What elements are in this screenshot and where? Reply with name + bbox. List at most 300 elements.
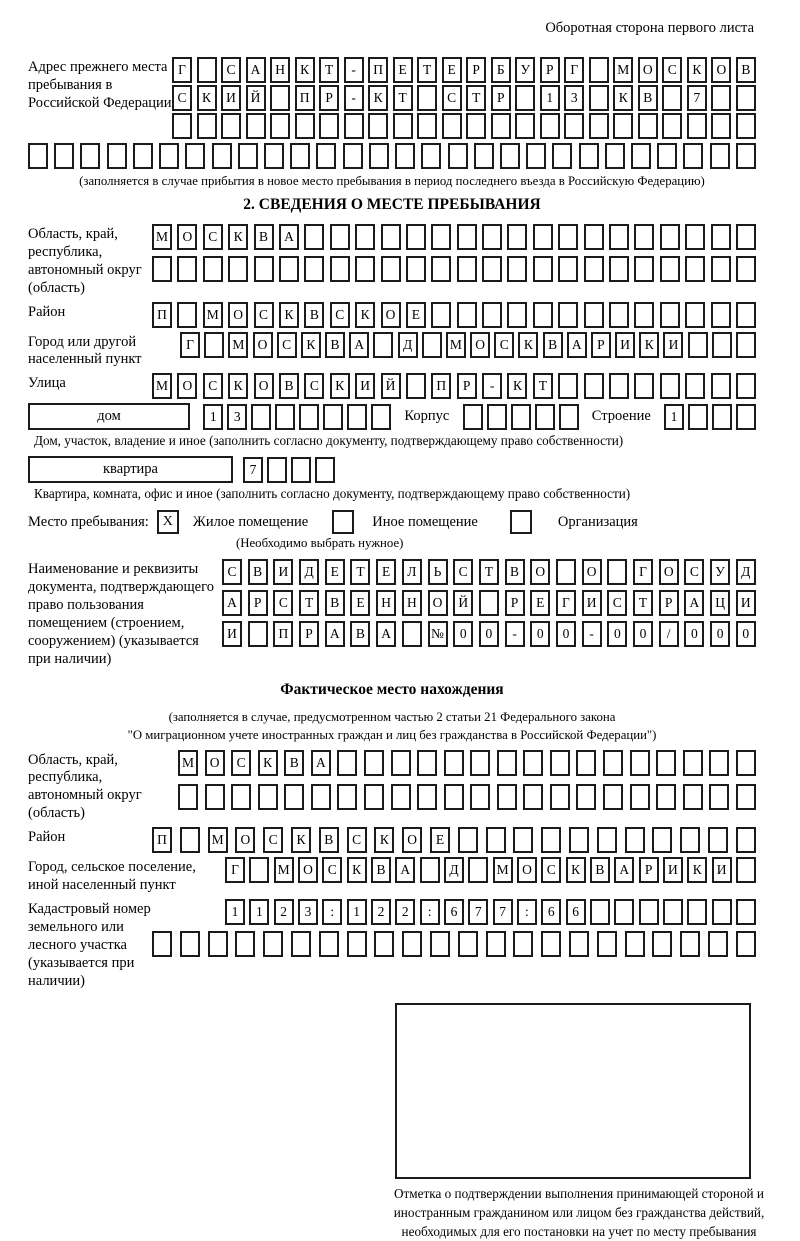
char-cell: К <box>518 332 538 358</box>
char-cell <box>479 590 499 616</box>
char-cell <box>482 224 502 250</box>
char-cell <box>511 404 531 430</box>
char-cell: В <box>350 621 370 647</box>
char-cell: Й <box>381 373 401 399</box>
char-cell: В <box>505 559 525 585</box>
char-cell <box>152 256 172 282</box>
char-cell <box>487 404 507 430</box>
char-cell <box>231 784 251 810</box>
cadastral-label: Кадастровый номер земельного или лесного участка (указывается при наличии) <box>28 901 151 990</box>
char-cell: 1 <box>664 404 684 430</box>
char-cell <box>275 404 295 430</box>
char-cell <box>688 404 708 430</box>
char-cell: К <box>374 827 394 853</box>
char-cell <box>513 931 533 957</box>
char-cell: П <box>368 57 388 83</box>
cadastral-char-row-1 <box>225 899 756 925</box>
char-cell <box>711 256 731 282</box>
char-cell <box>482 302 502 328</box>
residence-type-note: (Необходимо выбрать нужное) <box>236 536 404 551</box>
char-cell <box>711 113 731 139</box>
char-cell <box>630 750 650 776</box>
char-cell: Е <box>406 302 426 328</box>
page-header-note: Оборотная сторона первого листа <box>545 20 754 36</box>
char-cell <box>709 750 729 776</box>
char-cell: С <box>347 827 367 853</box>
char-cell <box>564 113 584 139</box>
char-cell: О <box>530 559 550 585</box>
char-cell: А <box>684 590 704 616</box>
char-cell <box>254 256 274 282</box>
char-cell <box>304 256 324 282</box>
char-cell <box>708 931 728 957</box>
char-cell: О <box>298 857 318 883</box>
char-cell: М <box>203 302 223 328</box>
char-cell <box>402 931 422 957</box>
char-cell: И <box>663 857 683 883</box>
char-cell: О <box>177 373 197 399</box>
char-cell <box>258 784 278 810</box>
char-cell <box>497 750 517 776</box>
char-cell: 3 <box>298 899 318 925</box>
city-label: Город или другой населенный пункт <box>28 333 142 368</box>
char-cell: 0 <box>607 621 627 647</box>
char-cell: 0 <box>556 621 576 647</box>
char-cell: Т <box>633 590 653 616</box>
char-cell: О <box>254 373 274 399</box>
char-cell: 0 <box>530 621 550 647</box>
char-cell: А <box>614 857 634 883</box>
char-cell: В <box>248 559 268 585</box>
char-cell <box>584 373 604 399</box>
char-cell: Л <box>402 559 422 585</box>
char-cell <box>197 113 217 139</box>
char-cell <box>290 143 310 169</box>
char-cell <box>402 621 422 647</box>
char-cell <box>662 113 682 139</box>
char-cell <box>660 302 680 328</box>
char-cell <box>736 224 756 250</box>
char-cell <box>614 899 634 925</box>
char-cell <box>248 621 268 647</box>
section2-title: 2. СВЕДЕНИЯ О МЕСТЕ ПРЕБЫВАНИЯ <box>243 195 541 213</box>
char-cell <box>251 404 271 430</box>
char-cell <box>381 256 401 282</box>
char-cell <box>513 827 533 853</box>
char-cell: И <box>355 373 375 399</box>
char-cell <box>221 113 241 139</box>
confirmation-stamp-note: Отметка о подтверждении выполнения принимающей стороной и иностранным гражданином или лицом без гражданства действий, необходимых для его постановки на учет по месту пребывания <box>393 1186 765 1239</box>
actual-city-char-row <box>225 857 756 883</box>
char-cell <box>442 113 462 139</box>
char-cell: У <box>515 57 535 83</box>
char-cell: О <box>428 590 448 616</box>
char-cell: 1 <box>347 899 367 925</box>
char-cell: К <box>295 57 315 83</box>
apartment-row <box>28 456 756 483</box>
char-cell: Т <box>533 373 553 399</box>
char-cell <box>656 784 676 810</box>
char-cell <box>711 224 731 250</box>
char-cell <box>712 332 732 358</box>
char-cell: / <box>659 621 679 647</box>
char-cell <box>652 827 672 853</box>
char-cell: В <box>304 302 324 328</box>
char-cell: Н <box>402 590 422 616</box>
char-cell: Т <box>417 57 437 83</box>
char-cell <box>708 827 728 853</box>
actual-city-label: Город, сельское поселение, иной населенный пункт <box>28 859 196 894</box>
char-cell <box>552 143 572 169</box>
char-cell: И <box>736 590 756 616</box>
char-cell: - <box>505 621 525 647</box>
char-cell <box>603 784 623 810</box>
char-cell <box>337 784 357 810</box>
char-cell <box>330 256 350 282</box>
char-cell <box>279 256 299 282</box>
stroenie-char-cells <box>664 404 756 430</box>
char-cell: Р <box>540 57 560 83</box>
char-cell <box>507 256 527 282</box>
char-cell: М <box>152 373 172 399</box>
char-cell <box>228 256 248 282</box>
char-cell <box>625 931 645 957</box>
char-cell <box>533 256 553 282</box>
char-cell: О <box>517 857 537 883</box>
char-cell <box>541 931 561 957</box>
prev-address-note: (заполняется в случае прибытия в новое место пребывания в период последнего въезда в Российскую Федерацию) <box>79 174 705 188</box>
char-cell: К <box>301 332 321 358</box>
char-cell <box>177 256 197 282</box>
char-cell <box>710 143 730 169</box>
stroenie-label: Строение <box>591 408 651 425</box>
char-cell <box>625 827 645 853</box>
char-cell <box>687 113 707 139</box>
char-cell <box>711 302 731 328</box>
char-cell <box>523 750 543 776</box>
char-cell <box>638 113 658 139</box>
char-cell <box>458 931 478 957</box>
char-cell <box>295 113 315 139</box>
char-cell <box>609 224 629 250</box>
char-cell: 0 <box>453 621 473 647</box>
char-cell: Г <box>172 57 192 83</box>
char-cell: К <box>566 857 586 883</box>
char-cell: Р <box>491 85 511 111</box>
char-cell: М <box>613 57 633 83</box>
char-cell: П <box>295 85 315 111</box>
char-cell <box>315 457 335 483</box>
char-cell: Е <box>350 590 370 616</box>
char-cell: 0 <box>633 621 653 647</box>
char-cell: Й <box>246 85 266 111</box>
char-cell <box>417 85 437 111</box>
char-cell <box>609 373 629 399</box>
prev-address-char-row-3 <box>172 113 756 139</box>
char-cell <box>712 899 732 925</box>
char-cell: М <box>274 857 294 883</box>
char-cell: О <box>228 302 248 328</box>
char-cell <box>270 113 290 139</box>
char-cell <box>185 143 205 169</box>
char-cell <box>683 750 703 776</box>
char-cell: 6 <box>444 899 464 925</box>
char-cell <box>736 85 756 111</box>
char-cell: В <box>736 57 756 83</box>
char-cell <box>736 784 756 810</box>
char-cell: Р <box>457 373 477 399</box>
char-cell <box>444 784 464 810</box>
char-cell: Е <box>442 57 462 83</box>
char-cell <box>609 256 629 282</box>
char-cell <box>687 899 707 925</box>
char-cell <box>657 143 677 169</box>
char-cell <box>579 143 599 169</box>
char-cell: С <box>172 85 192 111</box>
char-cell: М <box>208 827 228 853</box>
char-cell <box>497 784 517 810</box>
actual-location-note-1: (заполняется в случае, предусмотренном частью 2 статьи 21 Федерального закона <box>168 710 616 725</box>
char-cell: Г <box>225 857 245 883</box>
char-cell <box>368 113 388 139</box>
prev-address-label: Адрес прежнего места пребывания в Российской Федерации <box>28 59 172 111</box>
char-cell: - <box>344 57 364 83</box>
residence-type-label: Место пребывания: <box>28 513 149 530</box>
char-cell <box>395 143 415 169</box>
char-cell: Ь <box>428 559 448 585</box>
char-cell <box>613 113 633 139</box>
char-cell: К <box>279 302 299 328</box>
char-cell: Е <box>430 827 450 853</box>
char-cell <box>267 457 287 483</box>
char-cell <box>178 784 198 810</box>
street-char-row <box>152 373 756 399</box>
cadastral-field <box>28 899 756 991</box>
char-cell <box>736 857 756 883</box>
char-cell <box>523 784 543 810</box>
char-cell: В <box>371 857 391 883</box>
char-cell: В <box>325 590 345 616</box>
char-cell: О <box>205 750 225 776</box>
char-cell: Д <box>736 559 756 585</box>
char-cell: С <box>662 57 682 83</box>
region-char-row-1 <box>152 224 756 250</box>
char-cell: М <box>228 332 248 358</box>
char-cell <box>470 784 490 810</box>
char-cell: К <box>687 857 707 883</box>
char-cell <box>391 750 411 776</box>
char-cell <box>556 559 576 585</box>
char-cell <box>486 827 506 853</box>
char-cell: Е <box>376 559 396 585</box>
house-char-cells <box>203 404 391 430</box>
char-cell <box>685 302 705 328</box>
char-cell: Е <box>530 590 550 616</box>
char-cell <box>515 113 535 139</box>
char-cell: Е <box>393 57 413 83</box>
char-cell <box>550 784 570 810</box>
char-cell: К <box>368 85 388 111</box>
char-cell: 1 <box>249 899 269 925</box>
char-cell <box>663 899 683 925</box>
char-cell <box>634 302 654 328</box>
char-cell <box>355 256 375 282</box>
region-char-row-2 <box>152 256 756 282</box>
char-cell: Й <box>453 590 473 616</box>
char-cell: 2 <box>371 899 391 925</box>
char-cell <box>264 143 284 169</box>
char-cell: М <box>493 857 513 883</box>
confirmation-stamp-box <box>395 1003 751 1179</box>
char-cell: И <box>712 857 732 883</box>
residence-type-checkbox-zhiloe: X <box>157 510 179 534</box>
char-cell <box>355 224 375 250</box>
char-cell <box>323 404 343 430</box>
char-cell: В <box>638 85 658 111</box>
char-cell: 7 <box>243 457 263 483</box>
char-cell <box>631 143 651 169</box>
char-cell <box>159 143 179 169</box>
char-cell: В <box>543 332 563 358</box>
char-cell <box>634 256 654 282</box>
char-cell: С <box>203 373 223 399</box>
char-cell: В <box>254 224 274 250</box>
char-cell <box>736 113 756 139</box>
street-field <box>28 373 756 399</box>
right-document-label: Наименование и реквизиты документа, подтверждающего право пользования помещением (строением, сооружением) (указывается при наличии) <box>28 561 214 668</box>
char-cell <box>589 85 609 111</box>
char-cell <box>374 931 394 957</box>
char-cell: К <box>330 373 350 399</box>
char-cell <box>311 784 331 810</box>
char-cell: С <box>453 559 473 585</box>
char-cell <box>54 143 74 169</box>
char-cell: Г <box>633 559 653 585</box>
char-cell: П <box>152 302 172 328</box>
char-cell <box>680 827 700 853</box>
char-cell <box>474 143 494 169</box>
house-note: Дом, участок, владение и иное (заполнить согласно документу, подтверждающему право собственности) <box>34 433 624 449</box>
char-cell: И <box>273 559 293 585</box>
char-cell <box>482 256 502 282</box>
char-cell <box>406 373 426 399</box>
char-cell <box>448 143 468 169</box>
char-cell: Р <box>505 590 525 616</box>
residence-type-checkbox-org <box>510 510 532 534</box>
char-cell <box>470 750 490 776</box>
char-cell: 2 <box>395 899 415 925</box>
city-field <box>28 332 756 370</box>
char-cell <box>417 784 437 810</box>
char-cell: С <box>222 559 242 585</box>
char-cell: М <box>152 224 172 250</box>
char-cell: К <box>639 332 659 358</box>
char-cell <box>736 143 756 169</box>
char-cell: Н <box>270 57 290 83</box>
char-cell <box>736 899 756 925</box>
char-cell <box>685 373 705 399</box>
char-cell: П <box>152 827 172 853</box>
char-cell <box>417 113 437 139</box>
char-cell <box>431 256 451 282</box>
char-cell: Р <box>248 590 268 616</box>
char-cell <box>603 750 623 776</box>
char-cell: К <box>291 827 311 853</box>
char-cell <box>711 85 731 111</box>
char-cell <box>337 750 357 776</box>
char-cell <box>133 143 153 169</box>
char-cell: И <box>222 621 242 647</box>
char-cell <box>709 784 729 810</box>
char-cell: Б <box>491 57 511 83</box>
char-cell <box>421 143 441 169</box>
char-cell <box>711 373 731 399</box>
char-cell: Т <box>479 559 499 585</box>
actual-location-title: Фактическое место нахождения <box>280 681 504 699</box>
document-char-row-1 <box>222 559 756 585</box>
char-cell: : <box>517 899 537 925</box>
char-cell: 0 <box>710 621 730 647</box>
char-cell: И <box>663 332 683 358</box>
actual-region-field <box>28 750 756 824</box>
char-cell: С <box>442 85 462 111</box>
char-cell <box>597 827 617 853</box>
char-cell: 3 <box>564 85 584 111</box>
char-cell <box>660 373 680 399</box>
apartment-char-cells <box>243 457 335 483</box>
char-cell: К <box>687 57 707 83</box>
house-row <box>28 403 756 430</box>
char-cell <box>371 404 391 430</box>
right-document-field <box>28 559 756 669</box>
char-cell <box>457 302 477 328</box>
char-cell: К <box>228 373 248 399</box>
char-cell: Т <box>466 85 486 111</box>
char-cell: У <box>710 559 730 585</box>
char-cell: И <box>615 332 635 358</box>
char-cell: О <box>470 332 490 358</box>
prev-address-char-row-4 <box>28 143 756 169</box>
char-cell: В <box>284 750 304 776</box>
residence-type-row <box>28 510 756 534</box>
char-cell <box>736 373 756 399</box>
house-label-box: дом <box>28 403 190 430</box>
char-cell: Р <box>319 85 339 111</box>
district-char-row <box>152 302 756 328</box>
char-cell <box>343 143 363 169</box>
char-cell <box>569 931 589 957</box>
char-cell <box>249 857 269 883</box>
char-cell: А <box>246 57 266 83</box>
char-cell <box>558 302 578 328</box>
char-cell <box>463 404 483 430</box>
char-cell <box>541 827 561 853</box>
char-cell: О <box>235 827 255 853</box>
char-cell <box>712 404 732 430</box>
char-cell: О <box>711 57 731 83</box>
char-cell <box>584 224 604 250</box>
char-cell <box>609 302 629 328</box>
char-cell: Т <box>299 590 319 616</box>
char-cell: О <box>659 559 679 585</box>
district-field <box>28 302 756 328</box>
char-cell <box>736 332 756 358</box>
char-cell: 1 <box>540 85 560 111</box>
char-cell <box>381 224 401 250</box>
char-cell <box>291 931 311 957</box>
char-cell <box>238 143 258 169</box>
char-cell: К <box>228 224 248 250</box>
